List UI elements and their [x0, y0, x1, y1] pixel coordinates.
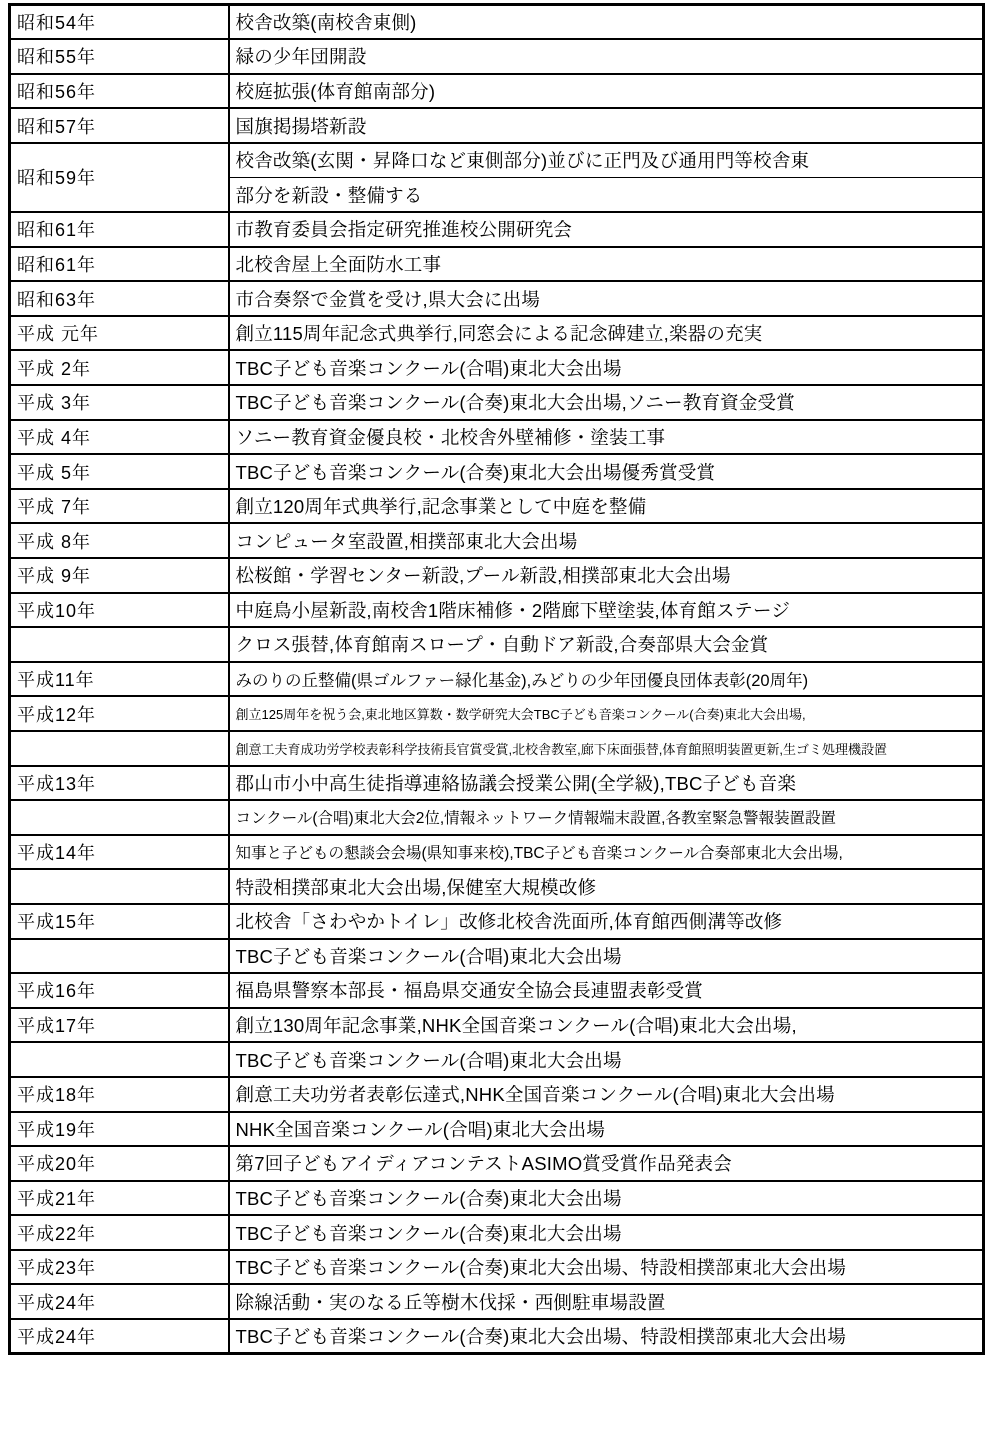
- year-cell: 平成23年: [10, 1250, 229, 1285]
- table-row: [10, 731, 984, 766]
- table-row: [10, 766, 984, 801]
- event-cell: 市教育委員会指定研究推進校公開研究会: [229, 212, 984, 247]
- table-row: [10, 904, 984, 939]
- event-cell: 福島県警察本部長・福島県交通安全協会長連盟表彰受賞: [229, 973, 984, 1008]
- event-cell: 第7回子どもアイディアコンテストASIMO賞受賞作品発表会: [229, 1146, 984, 1181]
- event-cell: コンピュータ室設置,相撲部東北大会出場: [229, 523, 984, 558]
- year-cell: 昭和54年: [10, 5, 229, 40]
- event-cell: 除線活動・実のなる丘等樹木伐採・西側駐車場設置: [229, 1284, 984, 1319]
- year-cell: 平成21年: [10, 1181, 229, 1216]
- event-cell: 校舎改築(玄関・昇降口など東側部分)並びに正門及び通用門等校舎東: [229, 143, 984, 178]
- year-cell: 平成19年: [10, 1112, 229, 1147]
- table-row: [10, 1042, 984, 1077]
- event-cell: 創立115周年記念式典挙行,同窓会による記念碑建立,楽器の充実: [229, 316, 984, 351]
- event-cell: 校庭拡張(体育館南部分): [229, 74, 984, 109]
- year-cell: 平成11年: [10, 662, 229, 697]
- table-row: [10, 558, 984, 593]
- event-cell: 特設相撲部東北大会出場,保健室大規模改修: [229, 869, 984, 904]
- year-cell: 平成10年: [10, 593, 229, 628]
- year-cell: 平成 7年: [10, 489, 229, 524]
- event-cell: 郡山市小中高生徒指導連絡協議会授業公開(全学級),TBC子ども音楽: [229, 766, 984, 801]
- year-cell: 平成20年: [10, 1146, 229, 1181]
- table-row: [10, 627, 984, 662]
- event-cell: 市合奏祭で金賞を受け,県大会に出場: [229, 281, 984, 316]
- year-cell: 平成 9年: [10, 558, 229, 593]
- year-cell: 平成24年: [10, 1319, 229, 1354]
- table-row: [10, 1112, 984, 1147]
- table-row: [10, 1284, 984, 1319]
- event-cell: 松桜館・学習センター新設,プール新設,相撲部東北大会出場: [229, 558, 984, 593]
- event-cell: 創立120周年式典挙行,記念事業として中庭を整備: [229, 489, 984, 524]
- event-cell: 創意工夫功労者表彰伝達式,NHK全国音楽コンクール(合唱)東北大会出場: [229, 1077, 984, 1112]
- table-row: [10, 1181, 984, 1216]
- year-cell: 昭和61年: [10, 247, 229, 282]
- year-cell: 平成16年: [10, 973, 229, 1008]
- event-cell: TBC子ども音楽コンクール(合唱)東北大会出場: [229, 1042, 984, 1077]
- table-row: [10, 143, 984, 178]
- table-row: [10, 39, 984, 74]
- table-row: [10, 316, 984, 351]
- event-cell: ソニー教育資金優良校・北校舎外壁補修・塗装工事: [229, 420, 984, 455]
- event-cell: 知事と子どもの懇談会会場(県知事来校),TBC子ども音楽コンクール合奏部東北大会出場,: [229, 835, 984, 870]
- table-row: [10, 489, 984, 524]
- table-row: [10, 281, 984, 316]
- event-cell: TBC子ども音楽コンクール(合唱)東北大会出場: [229, 939, 984, 974]
- event-cell: TBC子ども音楽コンクール(合奏)東北大会出場、特設相撲部東北大会出場: [229, 1319, 984, 1354]
- history-table-body: [10, 5, 984, 1354]
- table-row: [10, 939, 984, 974]
- year-cell: 平成24年: [10, 1284, 229, 1319]
- table-row: [10, 385, 984, 420]
- event-cell: 創意工夫育成功労学校表彰科学技術長官賞受賞,北校舎教室,廊下床面張替,体育館照明装置更新,生ゴミ処理機設置: [229, 731, 984, 766]
- year-cell: [10, 731, 229, 766]
- year-cell: 平成 4年: [10, 420, 229, 455]
- school-history-table: [8, 3, 985, 1355]
- event-cell: 緑の少年団開設: [229, 39, 984, 74]
- table-row: [10, 800, 984, 835]
- table-row: [10, 454, 984, 489]
- table-row: [10, 973, 984, 1008]
- table-row: [10, 247, 984, 282]
- year-cell: 平成18年: [10, 1077, 229, 1112]
- event-cell: 国旗掲揚塔新設: [229, 108, 984, 143]
- year-cell: 平成14年: [10, 835, 229, 870]
- year-cell: 平成 3年: [10, 385, 229, 420]
- event-cell: コンクール(合唱)東北大会2位,情報ネットワーク情報端末設置,各教室緊急警報装置設置: [229, 800, 984, 835]
- table-row: [10, 74, 984, 109]
- year-cell: 平成 8年: [10, 523, 229, 558]
- table-row: [10, 1250, 984, 1285]
- event-cell: 中庭鳥小屋新設,南校舎1階床補修・2階廊下壁塗装,体育館ステージ: [229, 593, 984, 628]
- table-row: [10, 662, 984, 697]
- year-cell: 平成12年: [10, 696, 229, 731]
- table-row: [10, 523, 984, 558]
- table-row: [10, 108, 984, 143]
- year-cell: 昭和55年: [10, 39, 229, 74]
- table-row: [10, 1146, 984, 1181]
- event-cell: TBC子ども音楽コンクール(合唱)東北大会出場: [229, 350, 984, 385]
- table-row: [10, 212, 984, 247]
- event-cell: 創立130周年記念事業,NHK全国音楽コンクール(合唱)東北大会出場,: [229, 1008, 984, 1043]
- event-cell: みのりの丘整備(県ゴルファー緑化基金),みどりの少年団優良団体表彰(20周年): [229, 662, 984, 697]
- table-row: [10, 1319, 984, 1354]
- year-cell: 平成 2年: [10, 350, 229, 385]
- year-cell: [10, 869, 229, 904]
- table-row: [10, 350, 984, 385]
- event-cell: TBC子ども音楽コンクール(合奏)東北大会出場: [229, 1215, 984, 1250]
- table-row: [10, 1215, 984, 1250]
- year-cell: 昭和57年: [10, 108, 229, 143]
- year-cell: 平成17年: [10, 1008, 229, 1043]
- event-cell: TBC子ども音楽コンクール(合奏)東北大会出場、特設相撲部東北大会出場: [229, 1250, 984, 1285]
- event-cell: クロス張替,体育館南スロープ・自動ドア新設,合奏部県大会金賞: [229, 627, 984, 662]
- event-cell: TBC子ども音楽コンクール(合奏)東北大会出場: [229, 1181, 984, 1216]
- table-row: [10, 869, 984, 904]
- table-row: [10, 696, 984, 731]
- year-cell: 平成 5年: [10, 454, 229, 489]
- table-row: [10, 1077, 984, 1112]
- event-cell: NHK全国音楽コンクール(合唱)東北大会出場: [229, 1112, 984, 1147]
- event-cell: TBC子ども音楽コンクール(合奏)東北大会出場優秀賞受賞: [229, 454, 984, 489]
- year-cell: 平成 元年: [10, 316, 229, 351]
- event-cell: TBC子ども音楽コンクール(合奏)東北大会出場,ソニー教育資金受賞: [229, 385, 984, 420]
- year-cell: [10, 939, 229, 974]
- table-row: [10, 1008, 984, 1043]
- year-cell: 平成22年: [10, 1215, 229, 1250]
- year-cell: [10, 1042, 229, 1077]
- year-cell: 昭和61年: [10, 212, 229, 247]
- event-cell: 北校舎屋上全面防水工事: [229, 247, 984, 282]
- event-cell: 創立125周年を祝う会,東北地区算数・数学研究大会TBC子ども音楽コンクール(合奏)東北大会出場,: [229, 696, 984, 731]
- year-cell: 平成15年: [10, 904, 229, 939]
- event-cell: 校舎改築(南校舎東側): [229, 5, 984, 40]
- table-row: [10, 420, 984, 455]
- year-cell: 昭和63年: [10, 281, 229, 316]
- table-row: [10, 5, 984, 40]
- year-cell: [10, 627, 229, 662]
- event-cell: 部分を新設・整備する: [229, 177, 984, 212]
- table-row: [10, 593, 984, 628]
- event-cell: 北校舎「さわやかトイレ」改修北校舎洗面所,体育館西側溝等改修: [229, 904, 984, 939]
- year-cell: [10, 800, 229, 835]
- year-cell: 平成13年: [10, 766, 229, 801]
- table-row: [10, 835, 984, 870]
- year-cell: 昭和59年: [10, 143, 229, 212]
- year-cell: 昭和56年: [10, 74, 229, 109]
